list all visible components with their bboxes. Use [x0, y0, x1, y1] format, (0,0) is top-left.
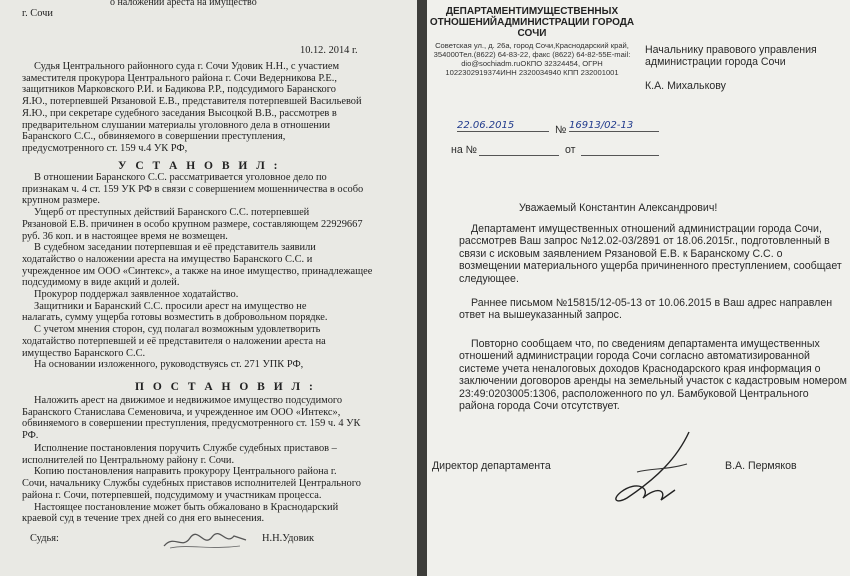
findings-line: С учетом мнения сторон, суд полагал возможным удовлетворить	[34, 324, 321, 336]
department-address-line: ОКПО 32324454, ОГРН 1022302919374	[445, 59, 603, 77]
execution-line: исполнителей по Центральному району г. Сочи.	[22, 454, 235, 466]
department-title	[427, 6, 637, 39]
addressee-name: К.А. Михалькову	[645, 80, 726, 92]
letter-line: отношений администрации города Сочи согласно автоматизированной	[459, 350, 810, 363]
findings-line: имущество Баранского С.С.	[22, 347, 146, 359]
letter-line: следующее.	[459, 272, 519, 285]
letter-line: возмещении материального ущерба причиненного преступлением, сообщает	[459, 260, 842, 273]
decision-paragraph	[22, 395, 382, 442]
intro-line: предусмотренного ст. 159 ч.4 УК РФ,	[22, 142, 188, 154]
intro-line: Судья Центрального районного суда г. Сочи Удовик Н.Н., с участием	[34, 61, 340, 72]
intro-line: заместителя прокурора Центрального района г. Сочи Ведерникова Р.Е.,	[22, 72, 337, 84]
decision-line: обвиняемого в совершении преступления, предусмотренного ст. 159 ч. 4 УК	[22, 418, 361, 430]
findings-line: подсудимому в виде акций и долей.	[22, 277, 180, 289]
director-name: В.А. Пермяков	[725, 460, 797, 472]
findings-line: признакам ч. 4 ст. 159 УК РФ в связи с совершением мошенничества в особо	[22, 183, 364, 195]
addressee-line: администрации города Сочи	[645, 56, 786, 69]
page-gutter	[417, 0, 427, 576]
department-title-line: ИМУЩЕСТВЕННЫХ ОТНОШЕНИЙ	[429, 6, 619, 28]
registration-number-label: №	[555, 124, 567, 136]
department-address-line: Советская ул., д. 26а, город Сочи,	[435, 41, 556, 50]
findings-paragraph	[22, 172, 382, 371]
court-resolution-page	[0, 0, 417, 576]
execution-line: Исполнение постановления поручить Службе судебных приставов –	[34, 443, 337, 454]
reference-date-blank	[581, 155, 659, 156]
letter-line: Раннее письмом №15815/12-05-13 от 10.06.2015 в Ваш адрес направлен	[471, 297, 833, 309]
letter-line: Департамент имущественных отношений администрации города Сочи,	[471, 223, 822, 235]
addressee-block	[645, 44, 845, 69]
decision-line: РФ.	[22, 430, 39, 442]
department-address-line: Тел.(8622) 64-83-22, факс (8622) 64-82-55	[459, 50, 607, 59]
intro-line: защитников Марковского Р.И. и Бадикова Р.Р., подсудимого Баранского	[22, 84, 336, 96]
document-city: г. Сочи	[22, 8, 53, 19]
department-title-line: АДМИНИСТРАЦИИ ГОРОДА СОЧИ	[497, 17, 635, 39]
department-address	[427, 41, 637, 77]
decision-line: Наложить арест на движимое и недвижимое имущество подсудимого	[34, 395, 343, 406]
registration-number: 16913/02-13	[569, 120, 659, 132]
judge-signature-icon	[160, 528, 250, 554]
findings-line: руб. 36 коп. и в настоящее время не возмещен.	[22, 230, 228, 242]
department-address-line: E-mail: dio@sochiadm.ru	[461, 50, 631, 68]
findings-line: налагать, сумму ущерба готовы возместить в добровольном порядке.	[22, 312, 328, 324]
letter-line: системе учета неналоговых доходов Краснодарского края информация о	[459, 362, 821, 375]
decision-line: Баранского Станислава Семеновича, и учрежденное им ООО «Интекс»,	[22, 406, 341, 418]
letter-paragraph-3	[459, 338, 847, 412]
director-signature-icon	[597, 428, 707, 508]
findings-line: Защитники и Баранский С.С. просили арест на имущество не	[34, 300, 307, 312]
findings-line: учрежденное им ООО «Синтекс», а также на иное имущество, принадлежащее	[22, 265, 373, 277]
letter-line: района города Сочи отсутствует.	[459, 400, 620, 413]
execution-line: Копию постановления направить прокурору Центрального района г.	[34, 466, 337, 478]
ustanovil-heading: У С Т А Н О В И Л :	[118, 160, 281, 172]
document-date: 10.12. 2014 г.	[300, 45, 358, 56]
addressee-line: Начальнику правового управления	[645, 44, 817, 56]
execution-line: Настоящее постановление может быть обжаловано в Краснодарский	[34, 501, 339, 513]
execution-line: района г. Сочи, потерпевшей, подсудимому и участникам процесса.	[22, 489, 322, 501]
execution-line: краевой суд в течение трех дней со дня его вынесения.	[22, 513, 265, 525]
registration-date: 22.06.2015	[457, 120, 549, 132]
letter-line: Повторно сообщаем что, по сведениям департамента имущественных	[471, 338, 820, 350]
letter-paragraph-1	[459, 223, 847, 285]
findings-line: Прокурор поддержал заявленное ходатайство.	[34, 289, 239, 301]
letter-line: заключении договоров аренды на земельный участок с кадастровым номером	[459, 375, 847, 388]
intro-paragraph	[22, 61, 382, 155]
findings-line: Ущерб от преступных действий Баранского С.С. потерпевшей	[34, 207, 310, 219]
letter-line: рассмотрев Ваш запрос №12.02-03/2891 от 18.06.2015г., подготовленный в	[459, 235, 830, 248]
findings-line: В судебном заседании потерпевшая и её представитель заявили	[34, 242, 316, 254]
intro-line: Я.Ю., потерпевшей Рязановой Е.В., представителя потерпевшей Васильевой	[22, 96, 362, 108]
intro-line: Баранского С.С., обвиняемого в совершении преступления,	[22, 131, 286, 143]
findings-line: В отношении Баранского С.С. рассматривается уголовное дело по	[34, 172, 327, 183]
findings-line: На основании изложенного, руководствуясь ст. 271 УПК РФ,	[34, 359, 304, 371]
findings-line: крупном размере.	[22, 195, 100, 207]
letter-paragraph-2	[459, 297, 847, 322]
department-title-line: ДЕПАРТАМЕНТ	[445, 6, 522, 17]
intro-line: предварительном слушании материалы уголовного дела в отношении	[22, 119, 331, 131]
department-address-line: Краснодарский край, 354000	[433, 41, 629, 59]
judge-name: Н.Н.Удовик	[262, 533, 315, 544]
salutation: Уважаемый Константин Александрович!	[519, 202, 718, 214]
execution-line: Сочи, начальнику Службы судебных приставов исполнителей Центрального	[22, 478, 361, 490]
reference-number-blank	[479, 155, 559, 156]
reference-date-label: от	[565, 144, 576, 156]
top-fragment: о наложении ареста на имущество	[110, 0, 257, 8]
findings-line: Рязановой Е.В. причинен в особо крупном размере, составляющем 22929667	[22, 218, 363, 230]
letter-line: связи с исковым заявлением Рязановой Е.В. к Баранскому С.С. о	[459, 247, 783, 260]
postanovil-heading: П О С Т А Н О В И Л :	[135, 381, 316, 393]
letter-line: 23:49:0203005:1306, расположенного по ул. Бамбуковой Центрального	[459, 387, 809, 400]
judge-label: Судья:	[30, 533, 59, 544]
department-address-line: ИНН 2320034940 КПП 232001001	[500, 68, 619, 77]
department-letter-page	[427, 0, 850, 576]
execution-paragraph	[22, 443, 382, 525]
reference-number-label: на №	[451, 144, 478, 156]
intro-line: Я.Ю., при секретаре судебного заседания Высоцкой В.В., рассмотрев в	[22, 107, 337, 119]
director-label: Директор департамента	[432, 460, 551, 472]
findings-line: ходатайство потерпевшей и её представителя о наложении ареста на	[22, 335, 326, 347]
registration-line	[451, 120, 661, 138]
findings-line: ходатайство о наложении ареста на имущество Баранского С.С. и	[22, 253, 313, 265]
letter-line: ответ на вышеуказанный запрос.	[459, 309, 622, 322]
reference-line	[451, 144, 661, 158]
